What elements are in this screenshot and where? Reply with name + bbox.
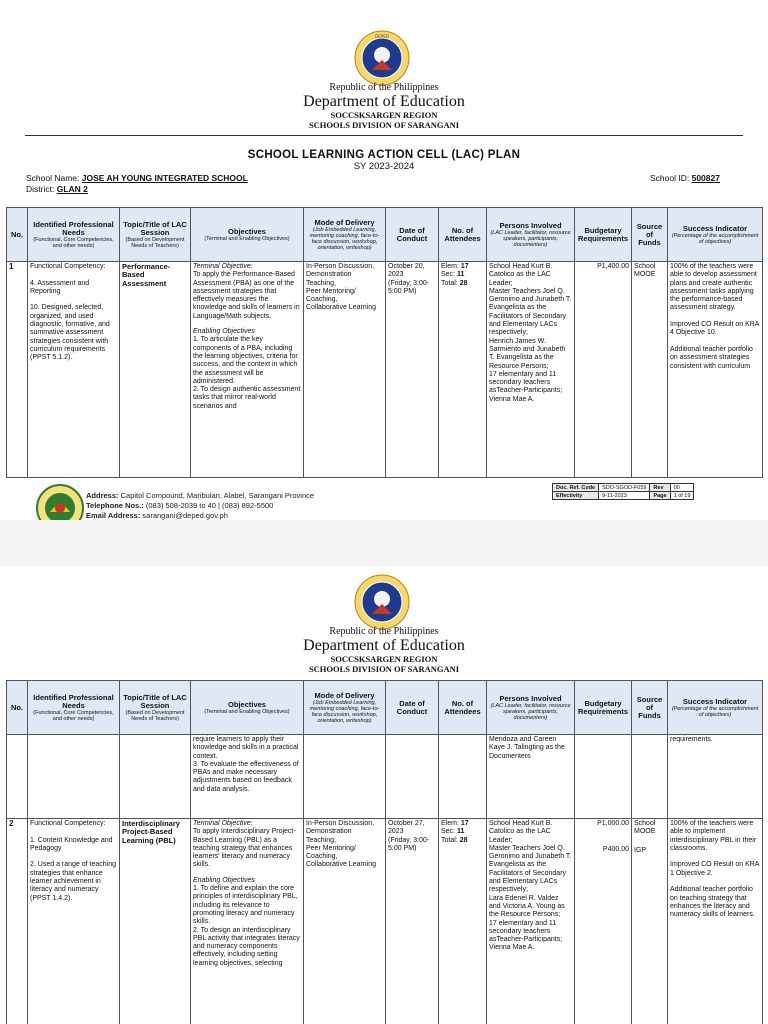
row-budget: P1,000.00 P400.00 bbox=[575, 819, 632, 1024]
department-line: Department of Education bbox=[303, 93, 465, 110]
letterhead: Republic of the Philippines Department of Education SOCCSKSARGEN REGION SCHOOLS DIVISION OF SARANGANI bbox=[303, 626, 465, 674]
region-line: SOCCSKSARGEN REGION bbox=[330, 110, 438, 120]
school-name-line bbox=[26, 173, 248, 183]
school-id: 500827 bbox=[691, 173, 720, 183]
school-name: JOSE AH YOUNG INTEGRATED SCHOOL bbox=[81, 173, 248, 183]
doc-ref-table: Doc. Ref. Code SDO-SGOD-F059 Rev 00 Effectivity 9-11-2023 Page 1 of 19 bbox=[552, 483, 694, 500]
school-id-label: School ID: bbox=[650, 173, 690, 183]
table-row bbox=[7, 262, 763, 478]
row-success: 100% of the teachers were able to implement interdisciplinary PBL in their classrooms. Improved CO Result on KRA 1 Objective 2. Additional teacher portfolio on teaching strategy that enhances the literacy and numeracy skills of learners. bbox=[668, 819, 763, 1024]
table-row-continued bbox=[7, 735, 763, 819]
row-source: School MOOE bbox=[632, 262, 668, 478]
plan-title: SCHOOL LEARNING ACTION CELL (LAC) PLAN bbox=[247, 149, 521, 161]
row-date: October 27, 2023 (Friday, 3:00-5:00 PM) bbox=[386, 819, 439, 1024]
row-budget: P1,400.00 bbox=[575, 262, 632, 478]
district-label: District: bbox=[26, 184, 55, 194]
school-year: SY 2023-2024 bbox=[353, 161, 415, 172]
header-divider bbox=[25, 135, 743, 136]
col-mode: Mode of Delivery (Job Embedded Learning, mentoring coaching, face-to-face discussion, workshop, orientation, writeshop) bbox=[304, 208, 386, 262]
table-header-row bbox=[7, 208, 763, 262]
row-mode: In-Person Discussion, Demonstration Teaching, Peer Mentoring/ Coaching, Collaborative Learning bbox=[304, 819, 386, 1024]
division-line: SCHOOLS DIVISION OF SARANGANI bbox=[308, 120, 460, 130]
col-success: Success Indicator (Percentage of the accomplishment of objectives) bbox=[668, 208, 763, 262]
col-budget: Budgetary Requirements bbox=[575, 208, 632, 262]
republic-line: Republic of the Philippines bbox=[329, 82, 439, 93]
row-success: 100% of the teachers were able to develop assessment plans and create authentic assessment tasks applying the performance-based assessment strategy. Improved CO Result on KRA 4 Objective 10. Additional teacher portfolio on assessment strategies consistent with curriculum bbox=[668, 262, 763, 478]
row-objectives: require learners to apply their knowledge and skills in a practical context. 3. To evaluate the effectiveness of PBAs and make necessary adjustments based on feedback and data analysis. bbox=[191, 735, 304, 819]
table-header-row: No. Identified Professional Needs (Functional, Core Competencies, and other needs) Topic/Title of LAC Session (Based on Development Needs of Teachers) Objectives (Terminal and Enabling Objectives) Mode of Delivery (Job Embedded Learning, mentoring coaching, face-to-face discussion, workshop, orientation, writeshop) Date of Conduct No. of Attendees Persons Involved (LAC Leader, facilitator, resource speakers, participants, documenters) Budgetary Requirements Source of Funds Success Indicator (Percentage of the accomplishment of objectives) bbox=[7, 681, 763, 735]
col-source: Source of Funds bbox=[632, 208, 668, 262]
footer-email: sarangani@deped.gov.ph bbox=[142, 511, 228, 520]
row-topic: Interdisciplinary Project-Based Learning (PBL) bbox=[120, 819, 191, 1024]
svg-text:DEPED: DEPED bbox=[375, 34, 389, 39]
row-attendees: Elem: 17 Sec: 11 Total: 28 bbox=[439, 262, 487, 478]
col-objectives: Objectives (Terminal and Enabling Objectives) bbox=[191, 208, 304, 262]
row-objectives: Terminal Objective: To apply the Performance-Based Assessment (PBA) as one of the assessment strategies that effectively measures the knowledge and skills of learners in Language/Math subjects. Enabling Objectives 1. To articulate the key components of a PBA, including the learning objectives, criteria for success, and the context in which the assessment will be administered. 2. To design authentic assessment tasks that mirror real-world scenarios and bbox=[191, 262, 304, 478]
row-attendees: Elem: 17 Sec: 11 Total: 28 bbox=[439, 819, 487, 1024]
col-topic: Topic/Title of LAC Session (Based on Development Needs of Teachers) bbox=[120, 208, 191, 262]
lac-plan-table-continued bbox=[6, 680, 763, 1024]
row-needs: Functional Competency: 4. Assessment and Reporting 10. Designed, selected, organized, and used diagnostic, formative, and summative assessment strategies consistent with curriculum requirements (PPST 5.1.2). bbox=[28, 262, 120, 478]
row-success: requirements. bbox=[668, 735, 763, 819]
row-date: October 20, 2023 (Friday, 3:00-5:00 PM) bbox=[386, 262, 439, 478]
footer-phone: (083) 508-2039 to 40 | (083) 892-5500 bbox=[145, 501, 274, 510]
col-no: No. bbox=[7, 208, 28, 262]
document-page-2 bbox=[0, 566, 768, 1024]
deped-seal-icon bbox=[354, 574, 410, 630]
col-needs: Identified Professional Needs (Functional, Core Competencies, and other needs) bbox=[28, 208, 120, 262]
row-mode: In-Person Discussion, Demonstration Teaching, Peer Mentoring/ Coaching, Collaborative Learning bbox=[304, 262, 386, 478]
col-persons: Persons Involved (LAC Leader, facilitator, resource speakers, participants, documenters) bbox=[487, 208, 575, 262]
division-logo-icon bbox=[36, 484, 84, 520]
col-attendees: No. of Attendees bbox=[439, 208, 487, 262]
col-date: Date of Conduct bbox=[386, 208, 439, 262]
deped-seal-icon bbox=[354, 30, 410, 86]
footer-address-block: Address: Capitol Compound, Maribulan, Alabel, Sarangani Province Telephone Nos.: (083) 508-2039 to 40 | (083) 892-5500 Email Address: sarangani@deped.gov.ph bbox=[86, 491, 315, 520]
school-name-label: School Name: bbox=[26, 173, 80, 183]
row-objectives: Terminal Objective: To apply Interdisciplinary Project-Based Learning (PBL) as a teaching strategy that enhances learners' literacy and numeracy skills. Enabling Objectives 1. To define and explain the core principles of interdisciplinary PBL, including its relevance to promoting literacy and numeracy skills. 2. To design an interdisciplinary PBL activity that integrates literacy and numeracy components effectively, including setting learning objectives, selecting bbox=[191, 819, 304, 1024]
row-number: 2 bbox=[7, 819, 28, 1024]
letterhead bbox=[0, 82, 768, 130]
row-needs: Functional Competency: 1. Content Knowledge and Pedagogy 2. Used a range of teaching strategies that enhance learner achievement in literacy and numeracy (PPST 1.4.2). bbox=[28, 819, 120, 1024]
row-source: School MOOE IGP bbox=[632, 819, 668, 1024]
district-line bbox=[26, 184, 88, 194]
row-persons: School Head Kurt B. Catolico as the LAC Leader; Master Teachers Joel Q. Geronimo and Junabeth T. Evangelista as the Facilitators of Secondary and Elementary LACs respectively; Lara Edenel R. Valdez and Victoria A. Young as the Resource Persons; 17 elementary and 11 secondary teachers asTeacher-Participants; Vienna Mae A. bbox=[487, 819, 575, 1024]
footer-address: Capitol Compound, Maribulan, Alabel, Sarangani Province bbox=[120, 491, 315, 500]
lac-plan-table bbox=[6, 207, 763, 478]
district: GLAN 2 bbox=[56, 184, 88, 194]
row-persons: Mendoza and Careen Kaye J. Talingting as the Documenters bbox=[487, 735, 575, 819]
table-row bbox=[7, 819, 763, 1024]
row-number: 1 bbox=[7, 262, 28, 478]
school-id-line bbox=[650, 173, 720, 183]
row-persons: School Head Kurt B. Catolico as the LAC Leader; Master Teachers Joel Q. Geronimo and Junabeth T. Evangelista as the Facilitators of Secondary and Elementary LACs respectively; Henrich James W. Sarmiento and Junabeth T. Evangelista as the Resource Persons; 17 elementary and 11 secondary teachers asTeacher-Participants; Vienna Mae A. bbox=[487, 262, 575, 478]
row-topic: Performance-Based Assessment bbox=[120, 262, 191, 478]
